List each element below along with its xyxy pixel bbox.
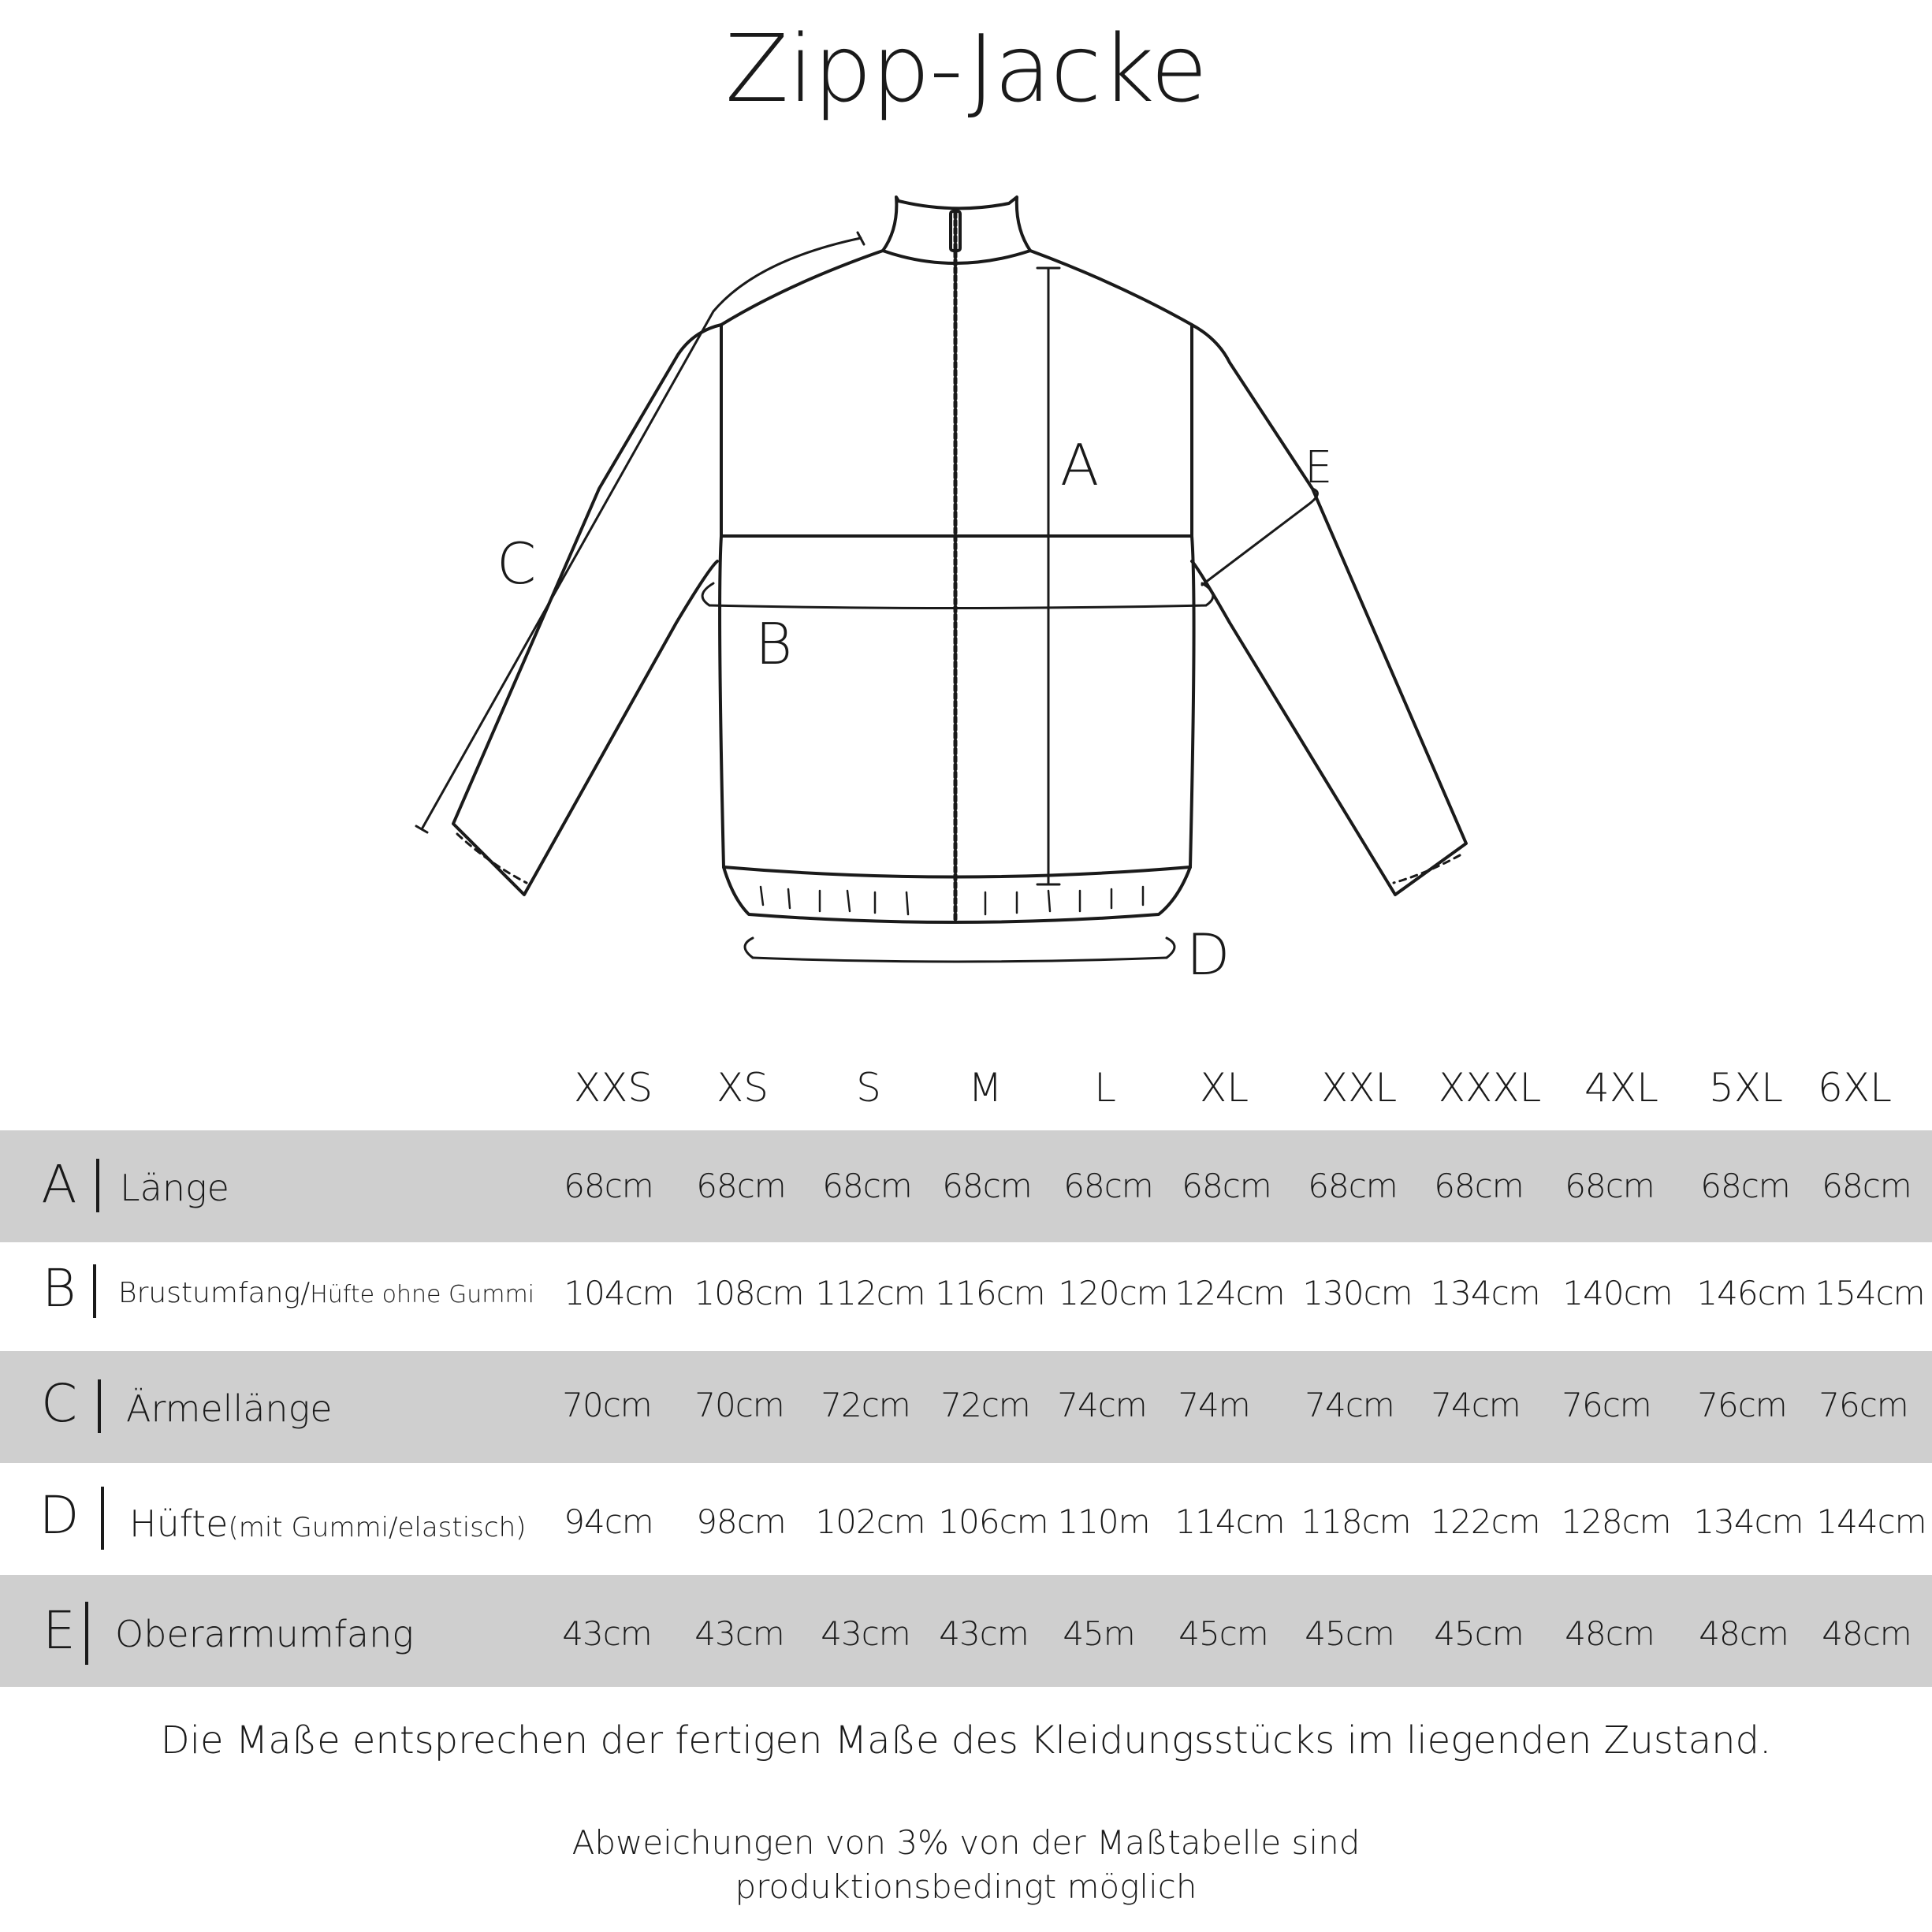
table-cell: 140cm xyxy=(1562,1274,1673,1312)
table-cell: 128cm xyxy=(1561,1502,1671,1541)
table-cell: 48cm xyxy=(1699,1614,1789,1653)
size-header: 5XL xyxy=(1709,1065,1783,1111)
table-cell: 68cm xyxy=(1063,1167,1153,1205)
table-cell: 134cm xyxy=(1693,1502,1804,1541)
row-label: Oberarmumfang xyxy=(115,1613,414,1655)
table-cell: 72cm xyxy=(940,1386,1030,1424)
size-header: XXL xyxy=(1320,1065,1398,1111)
table-cell: 74m xyxy=(1178,1386,1250,1424)
table-cell: 74cm xyxy=(1305,1386,1394,1424)
table-cell: 98cm xyxy=(696,1502,786,1541)
table-cell: 112cm xyxy=(815,1274,925,1312)
table-row xyxy=(0,1130,1932,1242)
row-letter: A xyxy=(41,1154,77,1215)
table-cell: 114cm xyxy=(1174,1502,1285,1541)
label-b: B xyxy=(755,611,793,677)
table-cell: 154cm xyxy=(1815,1274,1925,1312)
size-header: XL xyxy=(1199,1065,1249,1111)
table-cell: 118cm xyxy=(1301,1502,1411,1541)
table-cell: 43cm xyxy=(939,1614,1029,1653)
table-cell: 74cm xyxy=(1431,1386,1521,1424)
label-c: C xyxy=(497,530,537,597)
table-cell: 102cm xyxy=(815,1502,925,1541)
table-cell: 124cm xyxy=(1174,1274,1285,1312)
size-header: 6XL xyxy=(1818,1065,1892,1111)
table-cell: 94cm xyxy=(564,1502,653,1541)
table-row xyxy=(0,1351,1932,1463)
table-row xyxy=(0,1575,1932,1687)
label-e: E xyxy=(1305,442,1333,493)
row-label: Hüfte(mit Gummi/elastisch) xyxy=(129,1502,527,1545)
tolerance-note xyxy=(0,1821,1932,1909)
size-header-row xyxy=(0,1056,1932,1119)
table-cell: 104cm xyxy=(564,1274,674,1312)
table-cell: 76cm xyxy=(1562,1386,1651,1424)
row-letter: C xyxy=(40,1373,78,1434)
table-cell: 68cm xyxy=(1822,1167,1912,1205)
table-cell: 70cm xyxy=(694,1386,784,1424)
table-cell: 144cm xyxy=(1816,1502,1926,1541)
table-cell: 48cm xyxy=(1822,1614,1912,1653)
table-cell: 76cm xyxy=(1697,1386,1787,1424)
table-cell: 122cm xyxy=(1430,1502,1540,1541)
size-header: S xyxy=(856,1065,881,1111)
table-cell: 68cm xyxy=(1434,1167,1524,1205)
tolerance-note-line-2: produktionsbedingt möglich xyxy=(735,1867,1197,1906)
table-cell: 68cm xyxy=(1182,1167,1271,1205)
size-header: XXS xyxy=(573,1065,653,1111)
table-row xyxy=(0,1242,1932,1354)
table-row xyxy=(0,1463,1932,1575)
table-cell: 68cm xyxy=(942,1167,1032,1205)
row-divider xyxy=(101,1487,104,1550)
table-cell: 74cm xyxy=(1057,1386,1147,1424)
table-cell: 68cm xyxy=(696,1167,786,1205)
table-cell: 68cm xyxy=(1565,1167,1655,1205)
table-cell: 68cm xyxy=(1700,1167,1790,1205)
table-cell: 45cm xyxy=(1434,1614,1524,1653)
table-cell: 146cm xyxy=(1696,1274,1807,1312)
table-cell: 68cm xyxy=(1308,1167,1398,1205)
row-divider xyxy=(85,1602,88,1665)
size-header: XS xyxy=(717,1065,769,1111)
row-letter: E xyxy=(43,1600,76,1661)
tolerance-note-line-1: Abweichungen von 3% von der Maßtabelle sind xyxy=(571,1823,1361,1862)
row-letter: D xyxy=(39,1485,80,1546)
size-header: XXXL xyxy=(1438,1065,1542,1111)
table-cell: 45m xyxy=(1063,1614,1135,1653)
label-a: A xyxy=(1060,432,1100,498)
page-title: Zipp-Jacke xyxy=(724,14,1208,123)
row-label: Länge xyxy=(120,1167,229,1209)
row-label: Ärmellänge xyxy=(126,1387,333,1430)
size-header: L xyxy=(1094,1065,1116,1111)
size-header: M xyxy=(968,1065,1003,1111)
right-sleeve xyxy=(1192,325,1466,895)
table-cell: 68cm xyxy=(564,1167,653,1205)
table-cell: 116cm xyxy=(935,1274,1045,1312)
table-cell: 68cm xyxy=(822,1167,912,1205)
table-cell: 106cm xyxy=(938,1502,1048,1541)
table-cell: 43cm xyxy=(694,1614,784,1653)
table-cell: 70cm xyxy=(562,1386,652,1424)
measurement-note: Die Maße entsprechen der fertigen Maße des Kleidungsstücks im liegenden Zustand. xyxy=(160,1718,1772,1763)
table-cell: 76cm xyxy=(1818,1386,1908,1424)
jacket-body xyxy=(720,251,883,867)
table-cell: 45cm xyxy=(1305,1614,1394,1653)
label-d: D xyxy=(1186,921,1230,988)
row-letter: B xyxy=(42,1258,76,1319)
table-cell: 48cm xyxy=(1565,1614,1655,1653)
left-sleeve xyxy=(453,325,721,895)
table-cell: 43cm xyxy=(562,1614,652,1653)
table-cell: 130cm xyxy=(1302,1274,1413,1312)
size-header: 4XL xyxy=(1584,1065,1658,1111)
table-cell: 120cm xyxy=(1058,1274,1168,1312)
table-cell: 43cm xyxy=(821,1614,910,1653)
table-cell: 110m xyxy=(1057,1502,1150,1541)
table-cell: 108cm xyxy=(694,1274,804,1312)
row-divider xyxy=(98,1379,101,1433)
row-divider xyxy=(96,1159,99,1212)
table-cell: 72cm xyxy=(821,1386,910,1424)
row-divider xyxy=(93,1264,96,1318)
table-cell: 45cm xyxy=(1178,1614,1268,1653)
table-cell: 134cm xyxy=(1430,1274,1540,1312)
row-label: Brustumfang/Hüfte ohne Gummi xyxy=(118,1277,535,1309)
